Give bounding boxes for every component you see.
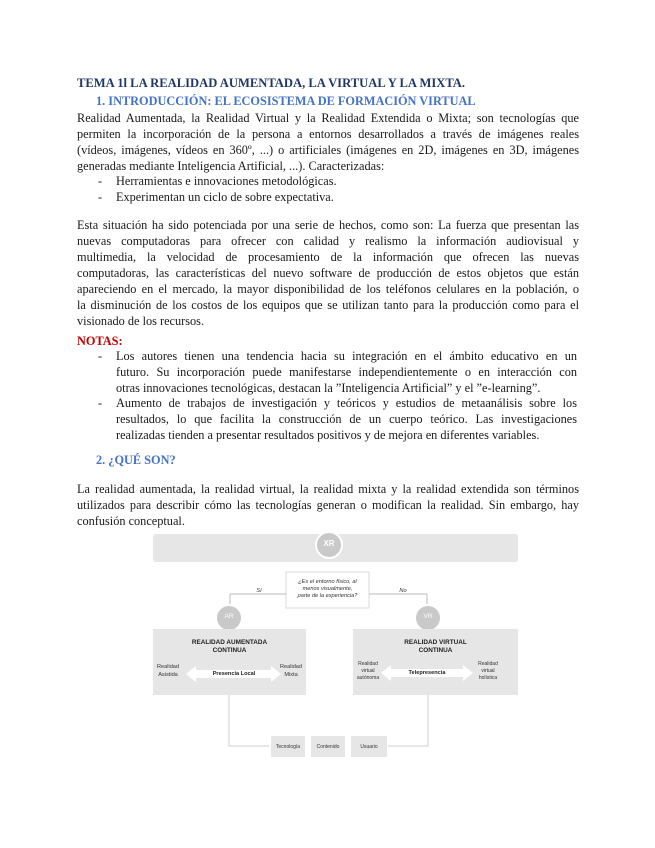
vr-continuum-title: CONTINUA bbox=[418, 647, 453, 654]
ar-end-label: Mixta bbox=[284, 672, 298, 678]
section-1-heading: 1. INTRODUCCIÓN: EL ECOSISTEMA DE FORMACIÓN VIRTUAL bbox=[96, 94, 476, 108]
notas-label: NOTAS: bbox=[77, 334, 123, 348]
ar-start-label: Realidad bbox=[156, 664, 180, 670]
what-line: confusión conceptual. bbox=[77, 514, 185, 528]
vr-continuum-title: REALIDAD VIRTUAL bbox=[404, 639, 467, 646]
telepresencia-label: Telepresencia bbox=[408, 670, 446, 676]
list-dash: - bbox=[98, 349, 103, 363]
presencia-local-label: Presencia Local bbox=[212, 671, 256, 677]
vr-end-label: virtual bbox=[481, 668, 495, 674]
list-dash: - bbox=[98, 190, 103, 204]
nota-line: Los autores tienen una tendencia hacia su integración en el ámbito educativo en un bbox=[116, 349, 577, 363]
vr-label: VR bbox=[423, 613, 433, 620]
vr-start-label: Realidad bbox=[358, 661, 378, 667]
nota-line: otras innovaciones tecnológicas, destacan la ”Inteligencia Artificial” y el ”e-learning”. bbox=[116, 381, 541, 395]
situation-line: computadoras, las características del nuevo software de producción de estos objetos que están bbox=[77, 266, 579, 280]
ar-label: AR bbox=[224, 613, 234, 620]
no-label: No bbox=[399, 588, 407, 594]
vr-end-label: Realidad bbox=[478, 661, 498, 667]
nota-line: resultados, lo que facilita la construcción de un cuerpo teórico. Las investigaciones bbox=[116, 412, 577, 426]
xr-label: XR bbox=[323, 539, 335, 548]
section-2-heading: 2. ¿QUÉ SON? bbox=[96, 453, 176, 467]
situation-line: nuevas computadoras para ofrecer con calidad y realismo la información audiovisual y bbox=[77, 234, 579, 248]
intro-line: (vídeos, imágenes, vídeos en 360º, ...) o artificiales (imágenes en 2D, imágenes en 3D, imágenes bbox=[77, 143, 579, 157]
ar-end-label: Realidad bbox=[279, 664, 303, 670]
list-item: Herramientas e innovaciones metodológicas. bbox=[116, 174, 337, 188]
usuario-label: Usuario bbox=[360, 744, 378, 750]
what-line: utilizados para describir cómo las tecnologías generan o modifican la realidad. Sin embargo, hay bbox=[77, 498, 579, 512]
list-dash: - bbox=[98, 174, 103, 188]
situation-line: apareciendo en el mercado, la mayor disponibilidad de los teléfonos celulares en la población, o bbox=[77, 282, 579, 296]
ar-continuum-title: REALIDAD AUMENTADA bbox=[191, 639, 268, 646]
what-line: La realidad aumentada, la realidad virtual, la realidad mixta y la realidad extendida son términos bbox=[77, 482, 579, 496]
ar-continuum-title: CONTINUA bbox=[212, 647, 247, 654]
ar-start-label: Asistida bbox=[158, 672, 178, 678]
nota-line: realizadas tienden a presentar resultados positivos y de mejora en diferentes variables. bbox=[116, 428, 540, 442]
list-item: Experimentan un ciclo de sobre expectativa. bbox=[116, 190, 334, 204]
nota-line: Aumento de trabajos de investigación y teóricos y estudios de metaanálisis sobre los bbox=[116, 396, 577, 410]
question-line: ¿Es el entorno físico, al bbox=[298, 579, 357, 585]
situation-line: Esta situación ha sido potenciada por una serie de hechos, como son: La fuerza que presentan las bbox=[77, 218, 579, 232]
list-dash: - bbox=[98, 396, 103, 410]
situation-line: multimedia, la velocidad de procesamiento de la información que ofrecen las nuevas bbox=[77, 250, 579, 264]
intro-line: Realidad Aumentada, la Realidad Virtual y la Realidad Extendida o Mixta; son tecnologías que bbox=[77, 111, 579, 125]
vr-end-label: holística bbox=[478, 675, 498, 681]
yes-label: Sí bbox=[256, 588, 262, 594]
contenido-label: Contenido bbox=[316, 744, 340, 750]
intro-line: permiten la incorporación de la persona a entornos desarrollados a través de imágenes reales bbox=[77, 127, 579, 141]
vr-start-label: virtual bbox=[361, 668, 375, 674]
question-line: parte de la experiencia? bbox=[297, 593, 358, 599]
situation-line: visionado de los recursos. bbox=[77, 314, 205, 328]
question-line: menos visualmente, bbox=[302, 586, 353, 592]
situation-line: la disminución de los costos de los equipos que se utilizan tanto para la producción como para el bbox=[77, 298, 579, 312]
intro-line: generadas mediante Inteligencia Artificial, ...). Caracterizadas: bbox=[77, 159, 385, 173]
xr-diagram bbox=[153, 531, 518, 757]
tecnologia-label: Tecnología bbox=[275, 744, 301, 750]
nota-line: futuro. Su incorporación puede manifestarse independientemente o en interacción con bbox=[116, 365, 577, 379]
vr-start-label: autónoma bbox=[356, 675, 380, 681]
document-title: TEMA 1l LA REALIDAD AUMENTADA, LA VIRTUAL Y LA MIXTA. bbox=[77, 76, 466, 90]
